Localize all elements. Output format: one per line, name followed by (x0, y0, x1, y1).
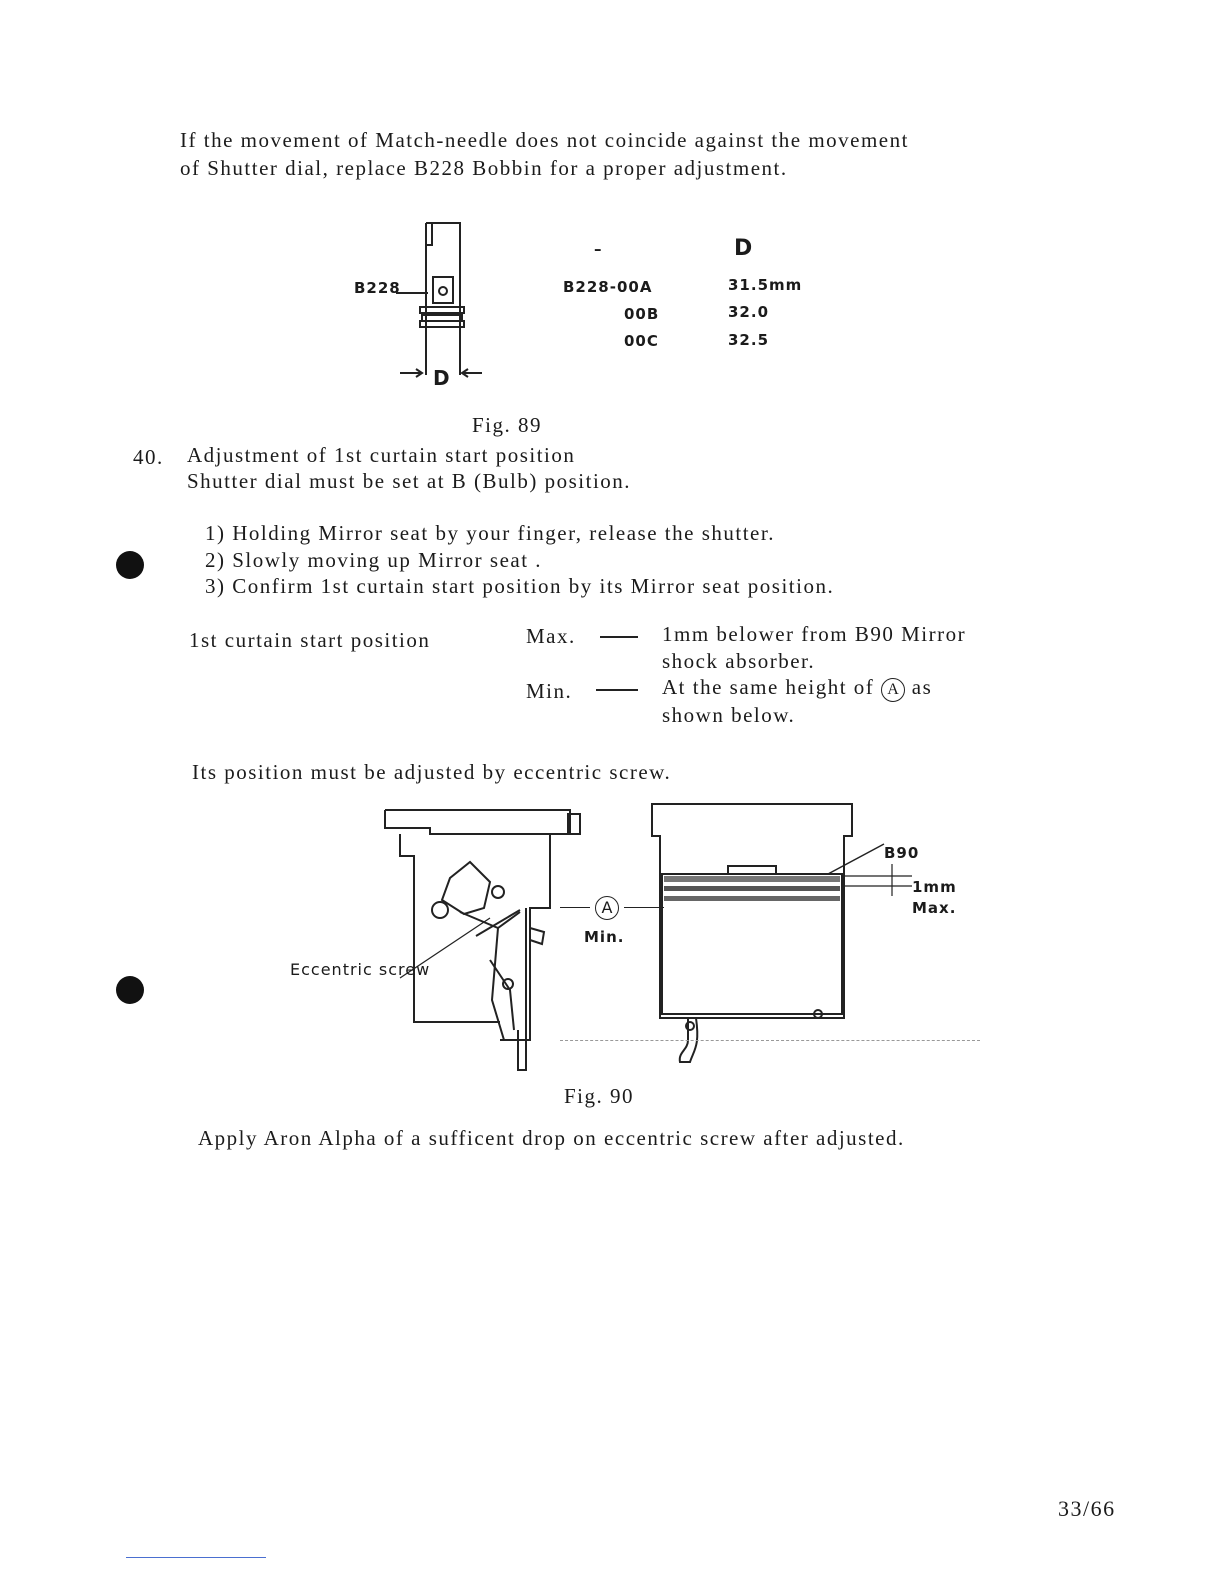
page-number: 33/66 (1058, 1496, 1116, 1521)
eccentric-screw-label: Eccentric screw (290, 960, 431, 979)
step-2: 2) Slowly moving up Mirror seat . (205, 548, 543, 572)
a-ref-circle: A (595, 896, 619, 920)
table-header-col2: D (734, 236, 754, 261)
table-row-1-part: B228-00A (563, 278, 653, 296)
spec-max-line-2: shock absorber. (662, 649, 816, 673)
binder-hole-2 (116, 976, 144, 1004)
bobbin-diagram (340, 215, 480, 395)
intro-line-1: If the movement of Match-needle does not coincide against the movement (180, 128, 909, 152)
a-ref-min-label: Min. (584, 928, 625, 946)
spec-min-line-2: shown below. (662, 703, 796, 727)
intro-line-2: of Shutter dial, replace B228 Bobbin for a proper adjustment. (180, 156, 788, 180)
table-row-3-part: 00C (624, 332, 659, 350)
bobbin-dim-label: D (433, 366, 451, 390)
spec-min-dash (596, 689, 638, 691)
section-subtitle: Shutter dial must be set at B (Bulb) position. (187, 469, 632, 493)
mm-label: 1mm (912, 878, 957, 896)
fig90-baseline (560, 1040, 980, 1041)
table-row-2-part: 00B (624, 305, 660, 323)
section-title: Adjustment of 1st curtain start position (187, 443, 576, 467)
spec-min-line-1 (662, 675, 932, 702)
bottom-rule (126, 1557, 266, 1558)
table-row-1-value: 31.5mm (728, 276, 803, 294)
spec-min-label: Min. (526, 679, 573, 703)
max-label: Max. (912, 899, 957, 917)
fig90-caption: Fig. 90 (564, 1084, 635, 1108)
spec-max-label: Max. (526, 624, 576, 648)
table-row-2-value: 32.0 (728, 303, 770, 321)
spec-label: 1st curtain start position (189, 628, 431, 652)
mirror-box-diagram (648, 800, 898, 1070)
section-number: 40. (133, 445, 164, 469)
eccentric-note: Its position must be adjusted by eccentric screw. (192, 760, 672, 784)
binder-hole-1 (116, 551, 144, 579)
b90-label: B90 (884, 844, 920, 862)
step-1: 1) Holding Mirror seat by your finger, release the shutter. (205, 521, 775, 545)
spec-max-dash (600, 636, 638, 638)
bobbin-part-label: B228 (354, 279, 401, 297)
spec-min-text-a: At the same height of (662, 675, 875, 699)
table-row-3-value: 32.5 (728, 331, 770, 349)
a-ref-line-left (560, 907, 590, 908)
spec-max-line-1: 1mm belower from B90 Mirror (662, 622, 967, 646)
fig89-caption: Fig. 89 (472, 413, 543, 437)
spec-min-text-b: as (911, 675, 933, 699)
circled-a-symbol: A (881, 678, 905, 702)
step-3: 3) Confirm 1st curtain start position by its Mirror seat position. (205, 574, 835, 598)
table-header-col1: – (594, 240, 603, 258)
footer-note: Apply Aron Alpha of a sufficent drop on eccentric screw after adjusted. (198, 1126, 905, 1150)
